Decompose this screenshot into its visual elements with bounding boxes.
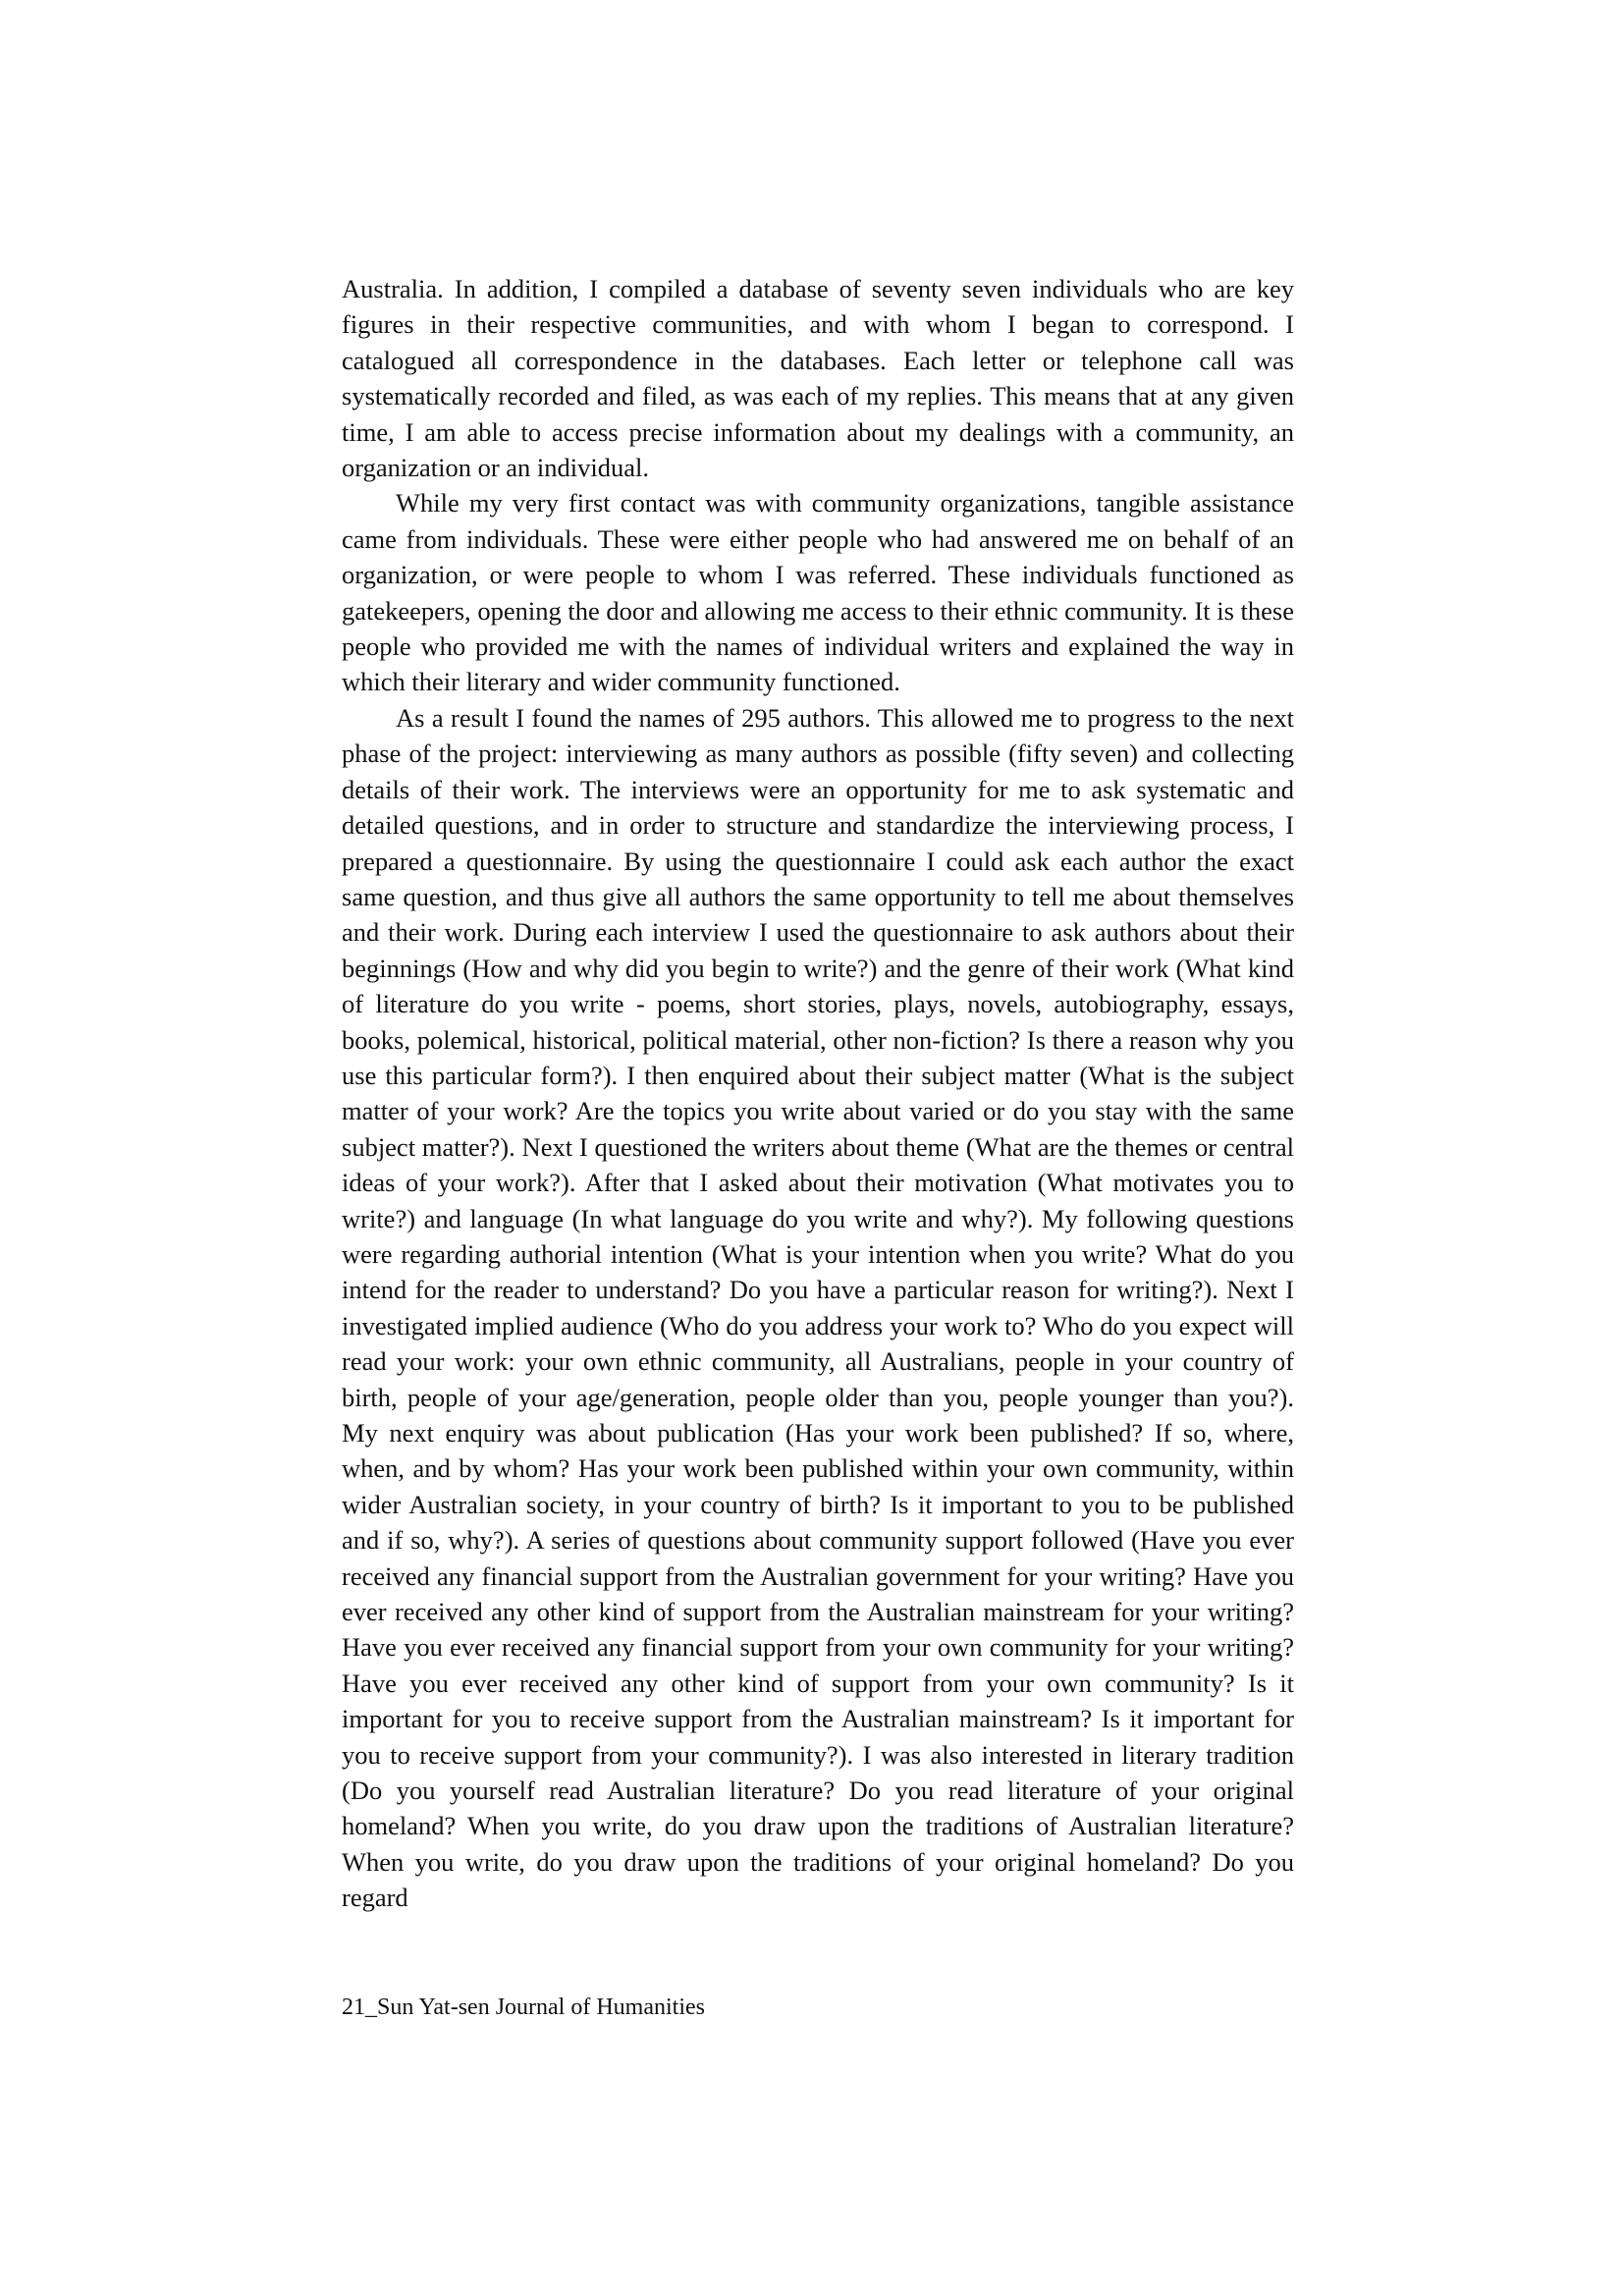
paragraph-gatekeepers: While my very first contact was with community organizations, tangible assistance came from individuals. These were either people who had answered me on behalf of an organization, or were people to whom I was referred. These individuals functioned as gatekeepers, opening the door and allowing me access to their ethnic community. It is these people who provided me with the names of individual writers and explained the way in which their literary and wider community functioned. — [342, 488, 1294, 697]
page-footer: 21_Sun Yat-sen Journal of Humanities — [342, 1995, 705, 2020]
paragraph-continuation: Australia. In addition, I compiled a database of seventy seven individuals who are key figures in their respective communities, and with whom I began to correspond. I catalogued all correspondence in the databases. Each letter or telephone call was systematically recorded and filed, as was each of my replies. This means that at any given time, I am able to access precise information about my dealings with a community, an organization or an individual. — [342, 274, 1294, 483]
body-text — [342, 271, 1294, 1916]
paragraph-questionnaire: As a result I found the names of 295 authors. This allowed me to progress to the next phase of the project: interviewing as many authors as possible (fifty seven) and collecting details of their work. The interviews were an opportunity for me to ask systematic and detailed questions, and in order to structure and standardize the interviewing process, I prepared a questionnaire. By using the questionnaire I could ask each author the exact same question, and thus give all authors the same opportunity to tell me about themselves and their work. During each interview I used the questionnaire to ask authors about their beginnings (How and why did you begin to write?) and the genre of their work (What kind of literature do you write - poems, short stories, plays, novels, autobiography, essays, books, polemical, historical, political material, other non-fiction? Is there a reason why you use this particular form?). I then enquired about their subject matter (What is the subject matter of your work? Are the topics you write about varied or do you stay with the same subject matter?). Next I questioned the writers about theme (What are the themes or central ideas of your work?). After that I asked about their motivation (What motivates you to write?) and language (In what language do you write and why?). My following questions were regarding authorial intention (What is your intention when you write? What do you intend for the reader to understand? Do you have a particular reason for writing?). Next I investigated implied audience (Who do you address your work to? Who do you expect will read your work: your own ethnic community, all Australians, people in your country of birth, people of your age/generation, people older than you, people younger than you?). My next enquiry was about publication (Has your work been published? If so, where, when, and by whom? Has your work been published within your own community, within wider Australian society, in your country of birth? Is it important to you to be published and if so, why?). A series of questions about community support followed (Have you ever received any financial support from the Australian government for your writing? Have you ever received any other kind of support from the Australian mainstream for your writing? Have you ever received any financial support from your own community for your writing? Have you ever received any other kind of support from your own community? Is it important for you to receive support from the Australian mainstream? Is it important for you to receive support from your community?). I was also interested in literary tradition (Do you yourself read Australian literature? Do you read literature of your original homeland? When you write, do you draw upon the traditions of Australian literature? When you write, do you draw upon the traditions of your original homeland? Do you regard — [342, 702, 1294, 1913]
